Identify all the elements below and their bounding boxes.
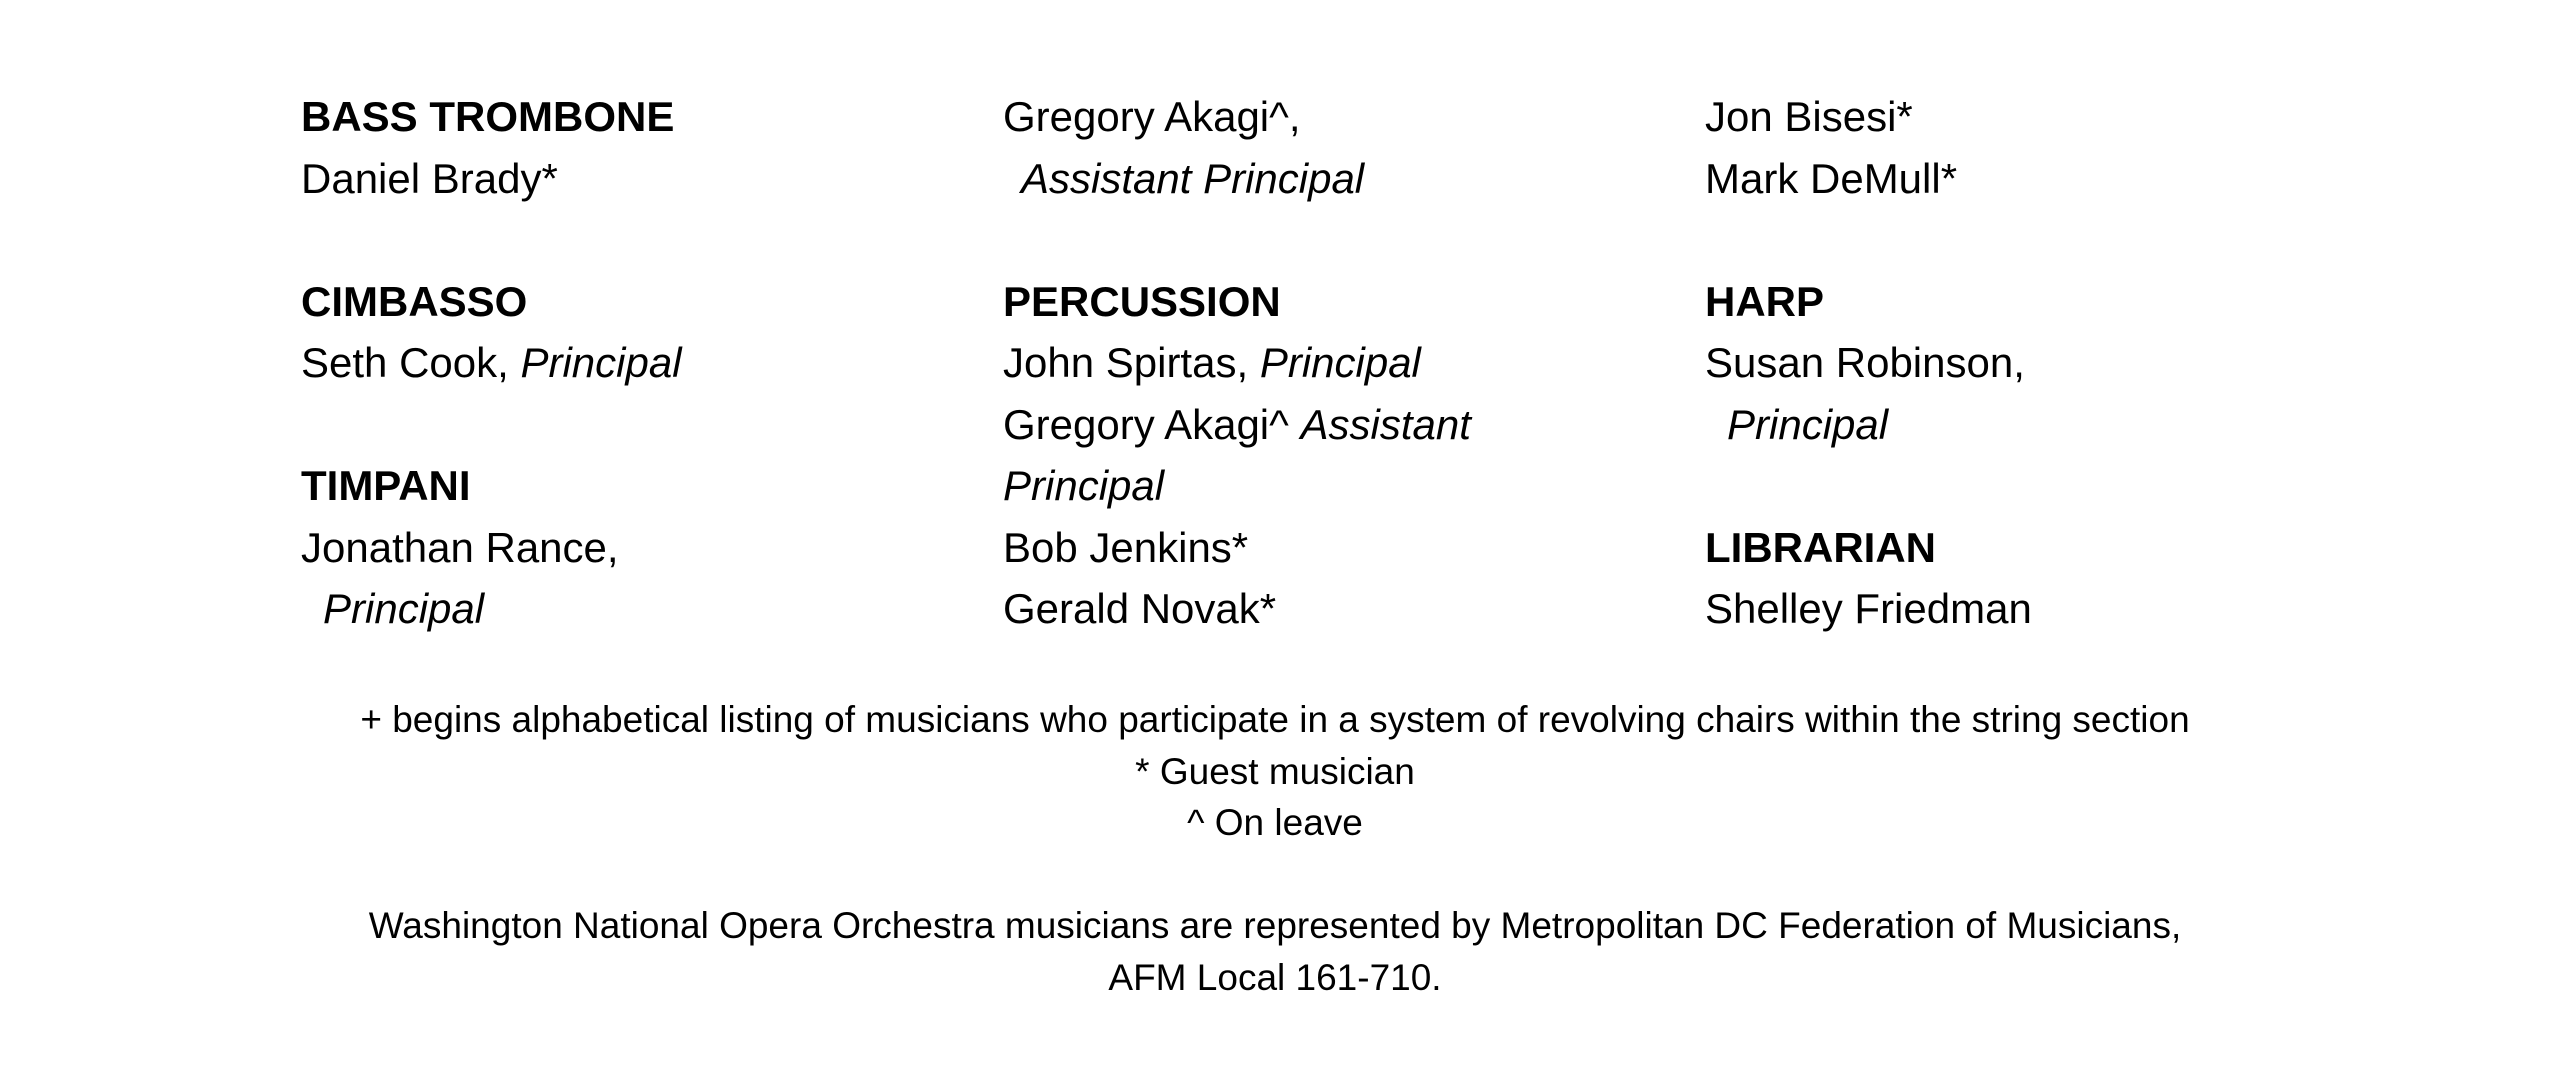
union-representation-note xyxy=(0,900,2550,1004)
musician-name: Gerald Novak* xyxy=(1003,585,1277,632)
legend-on-leave: ^ On leave xyxy=(1187,802,1363,843)
section-spacer xyxy=(301,394,941,456)
musician-entry xyxy=(301,332,941,394)
musician-name: Susan Robinson, xyxy=(1705,339,2025,386)
musician-title-continued: Principal xyxy=(1003,462,1165,509)
union-note-line-2: AFM Local 161-710. xyxy=(1108,957,1442,998)
musician-name: John Spirtas, xyxy=(1003,339,1260,386)
section-spacer xyxy=(1705,455,2345,517)
section-spacer xyxy=(301,209,941,271)
musician-entry xyxy=(1003,394,1643,456)
musician-title: Assistant xyxy=(1300,400,1471,448)
musician-name: Gregory Akagi^ xyxy=(1003,400,1301,448)
musician-name: Gregory Akagi^, xyxy=(1003,93,1301,140)
section-heading-librarian: LIBRARIAN xyxy=(1705,523,1936,571)
musician-name: Jonathan Rance, xyxy=(301,523,619,571)
roster-column-middle xyxy=(1003,86,1643,640)
musician-title: Principal xyxy=(323,585,485,632)
musician-name: Daniel Brady* xyxy=(301,154,558,202)
musician-title: Principal xyxy=(1259,339,1421,386)
section-heading-harp: HARP xyxy=(1705,277,1825,325)
musician-entry xyxy=(1003,332,1643,394)
legend-notes xyxy=(0,694,2550,849)
section-heading-cimbasso: CIMBASSO xyxy=(301,277,528,325)
section-heading-timpani: TIMPANI xyxy=(301,462,471,509)
section-heading-bass-trombone: BASS TROMBONE xyxy=(301,93,675,140)
roster-column-right xyxy=(1705,86,2345,640)
musician-name: Mark DeMull* xyxy=(1705,154,1958,202)
musician-name: Seth Cook, xyxy=(301,339,521,386)
section-spacer xyxy=(1705,209,2345,271)
musician-title: Principal xyxy=(1727,400,1889,448)
orchestra-roster xyxy=(0,86,2550,646)
musician-name: Bob Jenkins* xyxy=(1003,523,1249,571)
legend-revolving-chairs: + begins alphabetical listing of musicians who participate in a system of revolving chairs within the string section xyxy=(360,699,2190,740)
musician-name: Jon Bisesi* xyxy=(1705,93,1913,140)
section-spacer xyxy=(1003,209,1643,271)
legend-guest-musician: * Guest musician xyxy=(1135,750,1415,792)
musician-title: Principal xyxy=(520,339,682,386)
roster-column-left xyxy=(301,86,941,640)
section-heading-percussion: PERCUSSION xyxy=(1003,277,1281,325)
union-note-line-1: Washington National Opera Orchestra musicians are represented by Metropolitan DC Federation of Musicians, xyxy=(368,905,2182,946)
musician-title: Assistant Principal xyxy=(1021,154,1365,202)
musician-name: Shelley Friedman xyxy=(1705,585,2032,632)
